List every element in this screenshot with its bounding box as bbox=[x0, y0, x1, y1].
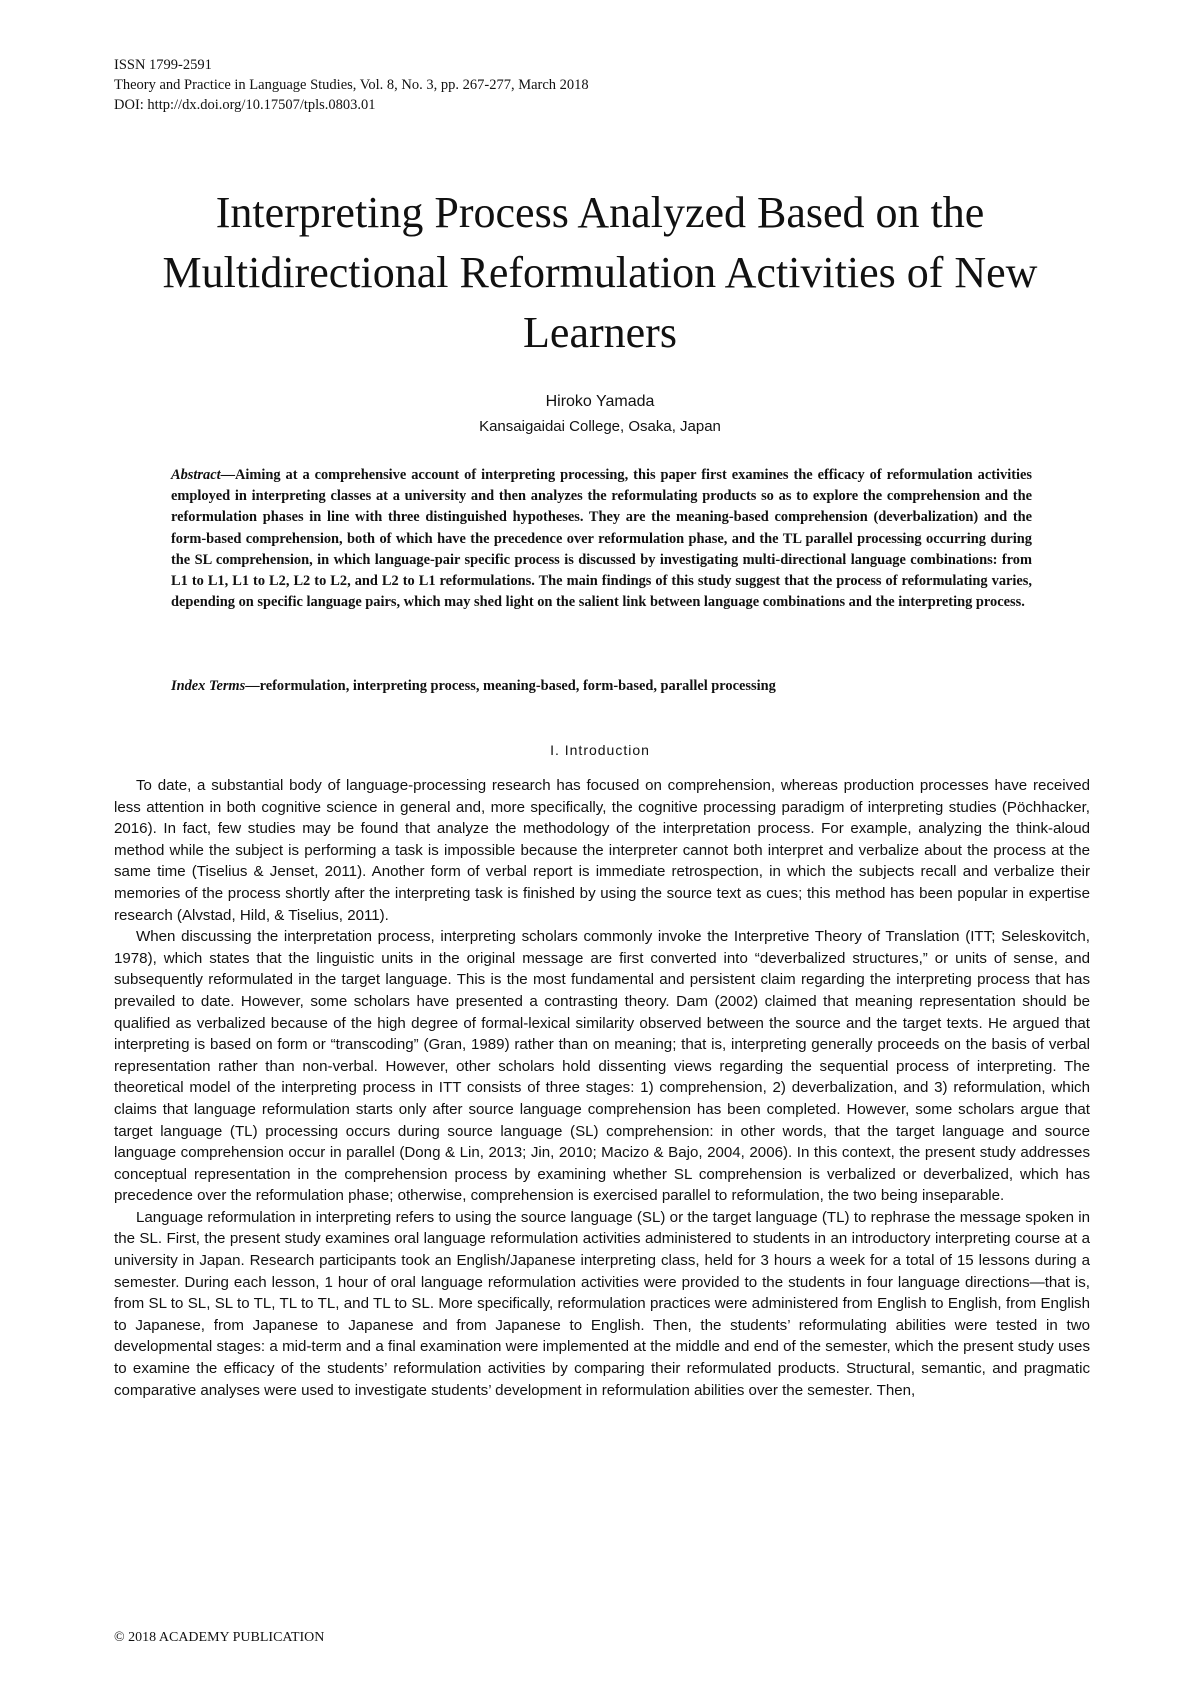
copyright-footer: © 2018 ACADEMY PUBLICATION bbox=[114, 1630, 325, 1645]
abstract-label: Abstract bbox=[171, 467, 221, 483]
abstract bbox=[171, 465, 1032, 613]
journal-header bbox=[114, 55, 589, 115]
index-terms-text: —reformulation, interpreting process, meaning-based, form-based, parallel processing bbox=[245, 678, 776, 694]
index-terms-label: Index Terms bbox=[171, 678, 246, 694]
paragraph-2: When discussing the interpretation process, interpreting scholars commonly invoke the Interpretive Theory of Translation (ITT; Seleskovitch, 1978), which states that the linguistic units in the original message are first converted into “deverbalized structures,” or units of sense, and subsequently reformulated in the target language. This is the most fundamental and persistent claim regarding the interpreting process that has prevailed to date. However, some scholars have presented a contrasting theory. Dam (2002) claimed that meaning representation should be qualified as verbalized because of the high degree of formal-lexical similarity observed between the source and the target texts. He argued that interpreting is based on form or “transcoding” (Gran, 1989) rather than on meaning; that is, interpreting generally proceeds on the basis of verbal representation rather than non-verbal. However, other scholars hold dissenting views regarding the sequential process of interpreting. The theoretical model of the interpreting process in ITT consists of three stages: 1) comprehension, 2) deverbalization, and 3) reformulation, which claims that language reformulation starts only after source language comprehension has been completed. However, some scholars argue that target language (TL) processing occurs during source language (SL) comprehension: in other words, that the target language and source language comprehension occur in parallel (Dong & Lin, 2013; Jin, 2010; Macizo & Bajo, 2004, 2006). In this context, the present study addresses conceptual representation in the comprehension process by examining whether SL comprehension is verbalized or deverbalized, which has precedence over the reformulation phase; otherwise, comprehension is exercised parallel to reformulation, the two being inseparable. bbox=[114, 928, 1090, 1205]
journal-citation: Theory and Practice in Language Studies, Vol. 8, No. 3, pp. 267-277, March 2018 bbox=[114, 77, 589, 93]
paragraph-1: To date, a substantial body of language-processing research has focused on comprehension, whereas production processes have received less attention in both cognitive science in general and, more specifically, the cognitive processing paradigm of interpreting studies (Pöchhacker, 2016). In fact, few studies may be found that analyze the methodology of the interpretation process. For example, analyzing the think-aloud method while the subject is performing a task is impossible because the interpreter cannot both interpret and verbalize about the process at the same time (Tiselius & Jenset, 2011). Another form of verbal report is immediate retrospection, in which the subjects recall and verbalize their memories of the process shortly after the interpreting task is finished by using the source text as cues; this method has been popular in expertise research (Alvstad, Hild, & Tiselius, 2011). bbox=[114, 777, 1090, 924]
issn: ISSN 1799-2591 bbox=[114, 57, 212, 73]
index-terms bbox=[171, 676, 1032, 697]
doi[interactable]: DOI: http://dx.doi.org/10.17507/tpls.0803.01 bbox=[114, 97, 376, 113]
section-heading-introduction: I. Introduction bbox=[550, 742, 650, 758]
introduction-body bbox=[114, 775, 1090, 1401]
paper-title: Interpreting Process Analyzed Based on the Multidirectional Reformulation Activities of New Learners bbox=[162, 188, 1038, 357]
abstract-text: —Aiming at a comprehensive account of interpreting processing, this paper first examines the efficacy of reformulation activities employed in interpreting classes at a university and then analyzes the reformulating products so as to explore the comprehension and the reformulation phases in line with three distinguished hypotheses. They are the meaning-based comprehension (deverbalization) and the form-based comprehension, both of which have the precedence over reformulation phase, and the TL parallel processing occurring during the SL comprehension, in which language-pair specific process is discussed by investigating multi-directional language combinations: from L1 to L1, L1 to L2, L2 to L2, and L2 to L1 reformulations. The main findings of this study suggest that the process of reformulating varies, depending on specific language pairs, which may shed light on the salient link between language combinations and the interpreting process. bbox=[171, 467, 1032, 611]
author-name: Hiroko Yamada bbox=[545, 393, 655, 410]
author-affiliation: Kansaigaidai College, Osaka, Japan bbox=[479, 418, 721, 435]
paragraph-3: Language reformulation in interpreting refers to using the source language (SL) or the target language (TL) to rephrase the message spoken in the SL. First, the present study examines oral language reformulation activities administered to students in an introductory interpreting course at a university in Japan. Research participants took an English/Japanese interpreting class, held for 3 hours a week for a total of 15 lessons during a semester. During each lesson, 1 hour of oral language reformulation activities were provided to the students in four language directions—that is, from SL to SL, SL to TL, TL to TL, and TL to SL. More specifically, reformulation practices were administered from English to English, from English to Japanese, from Japanese to Japanese and from Japanese to English. Then, the students’ reformulating abilities were tested in two developmental stages: a mid-term and a final examination were implemented at the middle and end of the semester, which the present study uses to examine the efficacy of the students’ reformulation activities by comparing their reformulated products. Structural, semantic, and pragmatic comparative analyses were used to investigate students’ development in reformulation abilities over the semester. Then, bbox=[114, 1208, 1090, 1399]
